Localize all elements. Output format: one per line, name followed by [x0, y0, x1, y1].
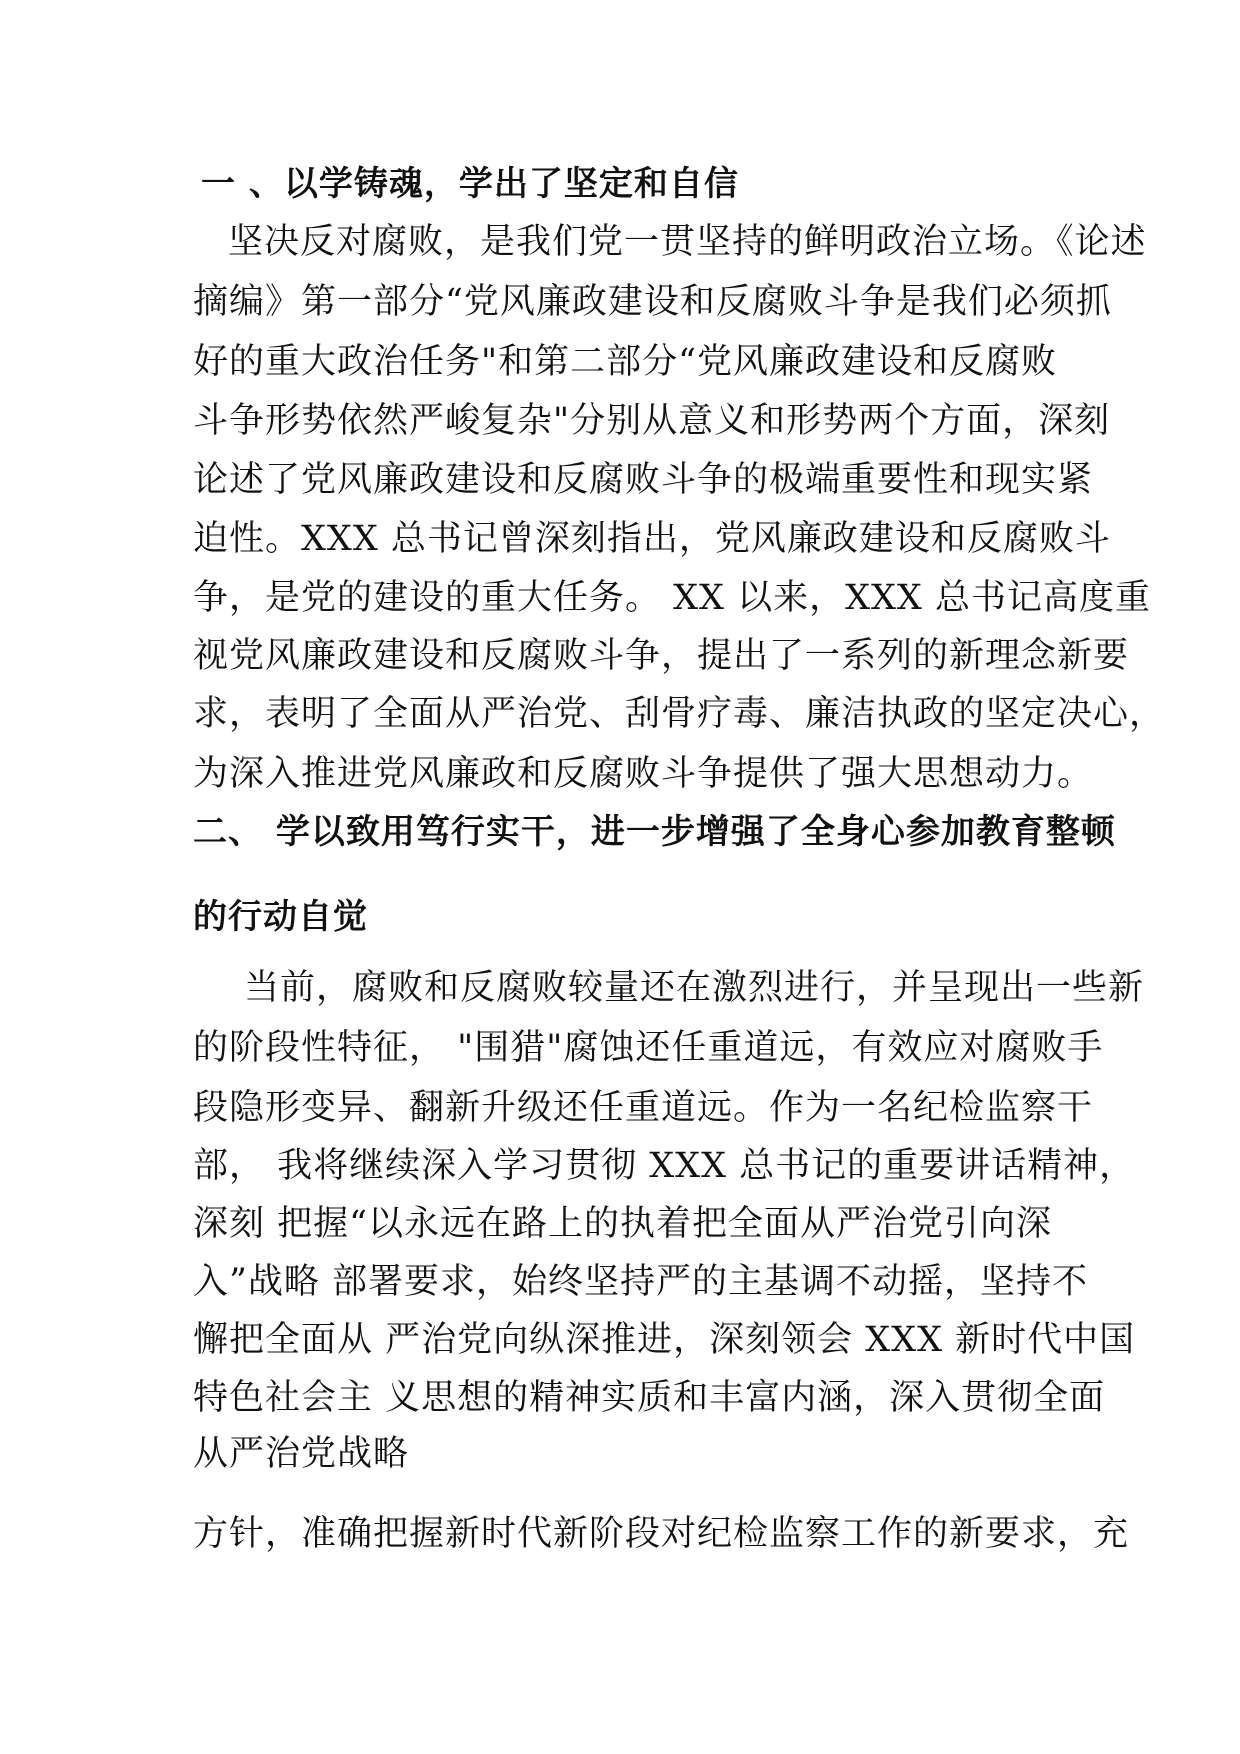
- section2-line-9: 从严治党战略: [193, 1434, 410, 1474]
- section1-line-8: 视党风廉政建设和反腐败斗争，提出了一系列的新理念新要: [193, 636, 1130, 676]
- section2-line-2: 的阶段性特征， "围猎"腐蚀还任重道远，有效应对腐败手: [193, 1028, 1104, 1068]
- section2-line-7: 懈把全面从 严治党向纵深推进，深刻领会 XXX 新时代中国: [193, 1320, 1136, 1360]
- section2-line-1: 当前，腐败和反腐败较量还在激烈进行，并呈现出一些新: [244, 968, 1145, 1008]
- section2-line-8: 特色社会主 义思想的精神实质和丰富内涵，深入贯彻全面: [193, 1378, 1106, 1418]
- section2-heading-line-1: 二、 学以致用笃行实干，进一步增强了全身心参加教育整顿: [193, 812, 1116, 852]
- section2-line-3: 段隐形变异、翻新升级还任重道远。作为一名纪检监察干: [193, 1088, 1094, 1128]
- section1-line-7: 争，是党的建设的重大任务。 XX 以来，XXX 总书记高度重: [193, 578, 1151, 618]
- section1-line-5: 论述了党风廉政建设和反腐败斗争的极端重要性和现实紧: [193, 460, 1094, 500]
- section1-line-10: 为深入推进党风廉政和反腐败斗争提供了强大思想动力。: [193, 754, 1094, 794]
- section2-line-5: 深刻 把握“以永远在路上的执着把全面从严治党引向深: [193, 1204, 1053, 1244]
- section1-heading: 一 、以学铸魂，学出了坚定和自信: [201, 164, 739, 204]
- section1-line-9: 求，表明了全面从严治党、刮骨疗毒、廉洁执政的坚定决心，: [193, 694, 1166, 734]
- section2-line-6: 入”战略 部署要求，始终坚持严的主基调不动摇，坚持不: [193, 1262, 1089, 1302]
- section2-line-4: 部， 我将继续深入学习贯彻 XXX 总书记的重要讲话精神，: [193, 1146, 1136, 1186]
- section1-line-3: 好的重大政治任务"和第二部分“党风廉政建设和反腐败: [193, 342, 1057, 382]
- section2-line-10: 方针，准确把握新时代新阶段对纪检监察工作的新要求，充: [193, 1514, 1130, 1554]
- section1-line-1: 坚决反对腐败，是我们党一贯坚持的鲜明政治立场。《论述: [228, 222, 1147, 262]
- section2-heading-line-2: 的行动自觉: [193, 897, 368, 937]
- section1-line-4: 斗争形势依然严峻复杂"分别从意义和形势两个方面，深刻: [193, 401, 1111, 441]
- section1-line-6: 迫性。XXX 总书记曾深刻指出，党风廉政建设和反腐败斗: [193, 519, 1111, 559]
- section1-line-2: 摘编》第一部分“党风廉政建设和反腐败斗争是我们必须抓: [193, 282, 1112, 322]
